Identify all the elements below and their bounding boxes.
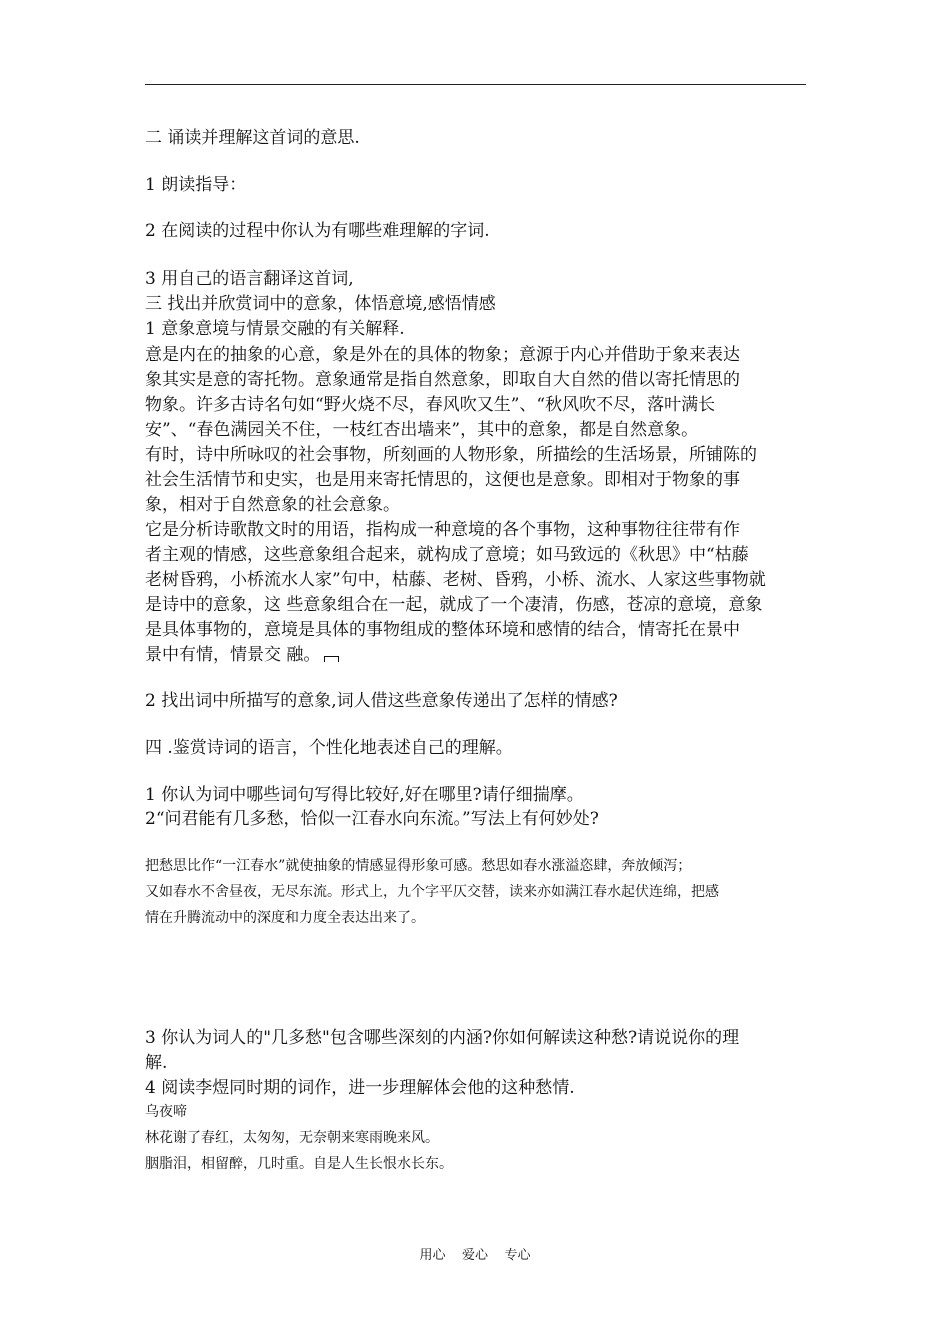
section-2-question-1: 1 朗读指导： (145, 175, 247, 195)
answer-line: 又如春水不舍昼夜，无尽东流。形式上，九个字平仄交替，读来亦如满江春水起伏连绵，把感 (145, 884, 719, 900)
section-3-title: 三 找出并欣赏词中的意象，体悟意境,感悟情感 (145, 294, 496, 314)
paragraph-3-line: 者主观的情感，这些意象组合起来，就构成了意境；如马致远的《秋思》中“枯藤 (145, 545, 749, 565)
paragraph-3-last-line (145, 644, 339, 666)
poem-line: 林花谢了春红，太匆匆，无奈朝来寒雨晚来风。 (145, 1130, 439, 1146)
paragraph-2-line: 有时，诗中所咏叹的社会事物，所刻画的人物形象，所描绘的生活场景，所铺陈的 (145, 445, 757, 465)
paragraph-1-line: 安”、“春色满园关不住，一枝红杏出墙来”，其中的意象，都是自然意象。 (145, 420, 699, 440)
section-2-question-2: 2 在阅读的过程中你认为有哪些难理解的字词. (145, 221, 490, 241)
paragraph-1-line: 象其实是意的寄托物。意象通常是指自然意象，即取自大自然的借以寄托情思的 (145, 370, 740, 390)
paragraph-2-line: 社会生活情节和史实，也是用来寄托情思的，这便也是意象。即相对于物象的事 (145, 470, 740, 490)
paragraph-1-line: 物象。许多古诗名句如“野火烧不尽，春风吹又生”、“秋风吹不尽，落叶满长 (145, 395, 716, 415)
paragraph-3-line: 是诗中的意象，这 些意象组合在一起，就成了一个凄清，伤感，苍凉的意境，意象 (145, 595, 763, 615)
paragraph-3-line: 是具体事物的，意境是具体的事物组成的整体环境和感情的结合，情寄托在景中 (145, 620, 740, 640)
section-3-question-1: 1 意象意境与情景交融的有关解释. (145, 319, 405, 339)
paragraph-3-line-text: 景中有情，情景交 融。 (145, 645, 321, 665)
section-2-question-3: 3 用自己的语言翻译这首词, (145, 269, 354, 289)
answer-line: 情在升腾流动中的深度和力度全表达出来了。 (145, 910, 425, 926)
section-4-title: 四 .鉴赏诗词的语言，个性化地表述自己的理解。 (145, 738, 513, 758)
return-mark-icon (324, 656, 339, 662)
page-footer: 用心 爱心 专心 (419, 1248, 531, 1263)
paragraph-2-line: 象，相对于自然意象的社会意象。 (145, 495, 400, 515)
paragraph-3-line: 老树昏鸦，小桥流水人家”句中，枯藤、老树、昏鸦，小桥、流水、人家这些事物就 (145, 570, 766, 590)
poem-line: 胭脂泪，相留醉，几时重。自是人生长恨水长东。 (145, 1156, 453, 1172)
section-2-title: 二 诵读并理解这首词的意思. (145, 128, 360, 148)
section-3-question-2: 2 找出词中所描写的意象,词人借这些意象传递出了怎样的情感? (145, 691, 618, 711)
section-4-question-3-line: 解. (145, 1053, 168, 1073)
paragraph-3-line: 它是分析诗歌散文时的用语，指构成一种意境的各个事物，这种事物往往带有作 (145, 520, 740, 540)
header-rule (145, 84, 806, 85)
poem-title: 乌夜啼 (145, 1104, 187, 1120)
paragraph-1-line: 意是内在的抽象的心意，象是外在的具体的物象；意源于内心并借助于象来表达 (145, 345, 740, 365)
section-4-question-3-line: 3 你认为词人的"几多愁"包含哪些深刻的内涵?你如何解读这种愁?请说说你的理 (145, 1028, 740, 1048)
answer-line: 把愁思比作“一江春水”就使抽象的情感显得形象可感。愁思如春水涨溢恣肆，奔放倾泻； (145, 858, 692, 874)
section-4-question-4: 4 阅读李煜同时期的词作，进一步理解体会他的这种愁情. (145, 1078, 575, 1098)
section-4-question-1: 1 你认为词中哪些词句写得比较好,好在哪里?请仔细揣摩。 (145, 785, 584, 805)
section-4-question-2: 2“问君能有几多愁，恰似一江春水向东流。”写法上有何妙处? (145, 809, 599, 829)
